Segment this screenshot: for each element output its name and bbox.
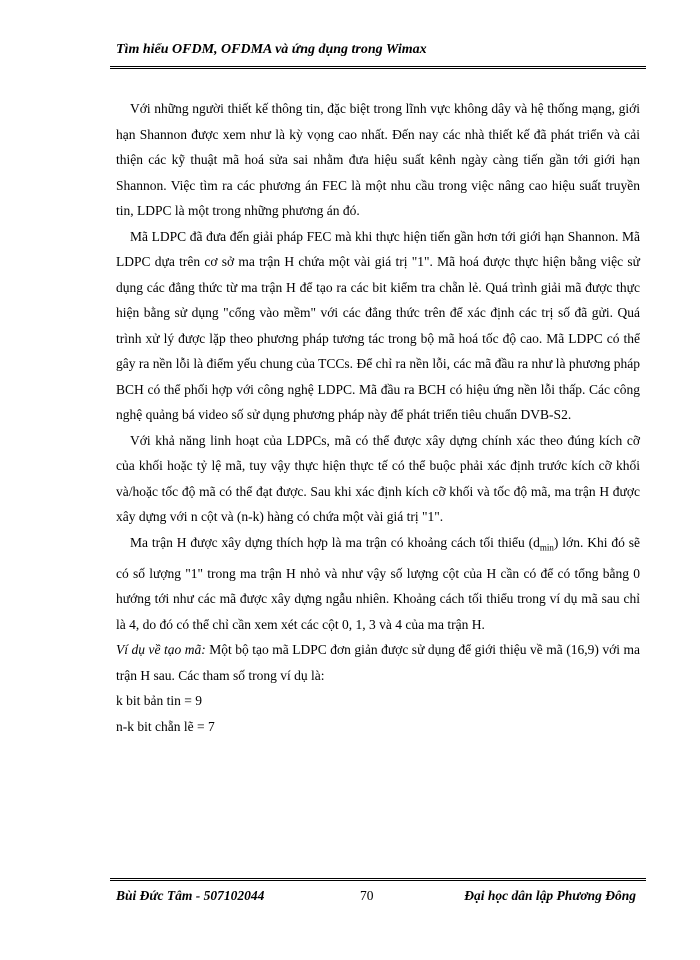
footer-author: Bùi Đức Tâm - 507102044 [116, 888, 265, 903]
footer-rule [110, 878, 646, 881]
paragraph-3: Với khả năng linh hoạt của LDPCs, mã có thể được xây dựng chính xác theo đúng kích cỡ của khối hoặc tỷ lệ mã, tuy vậy thực hiện thực tế có thể buộc phải xác định trước kích cỡ khối và/hoặc tốc độ mã có thể đạt được. Sau khi xác định kích cỡ khối và tốc độ mã, ma trận H được xây dựng với n cột và (n-k) hàng có chứa một vài giá trị "1". [116, 432, 640, 524]
header-rule [110, 66, 646, 69]
paragraph-4-part-1: Ma trận H được xây dựng thích hợp là ma trận có khoảng cách tối thiểu (d [130, 534, 540, 550]
page-header [116, 42, 646, 58]
body-text [116, 96, 640, 739]
paragraph-2: Mã LDPC đã đưa đến giải pháp FEC mà khi thực hiện tiến gần hơn tới giới hạn Shannon. Mã LDPC dựa trên cơ sở ma trận H chứa một vài giá trị "1". Mã hoá được thực hiện bằng việc sử dụng các đẳng thức từ ma trận H để tạo ra các bit kiểm tra chẵn lẻ. Quá trình giải mã được thực hiện bằng sử dụng "cổng vào mềm" với các đẳng thức trên để xác định các trị số đã gửi. Quá trình xử lý được lặp theo phương pháp tương tác trong bộ mã hoá tốc độ cao. Mã LDPC có thể gây ra nền lỗi là điểm yếu chung của TCCs. Để chỉ ra nền lỗi, các mã đầu ra như là phương pháp BCH có thể phối hợp với công nghệ LDPC. Mã đầu ra BCH có hiệu ứng nền lỗi thấp. Các công nghệ quảng bá video số sử dụng phương pháp này để phát triển tiêu chuẩn DVB-S2. [116, 228, 640, 422]
header-title: Tìm hiểu OFDM, OFDMA và ứng dụng trong Wimax [116, 42, 427, 57]
param-message-bits: k bit bản tin = 9 [116, 693, 202, 709]
page-number: 70 [360, 888, 374, 903]
example-text: Một bộ tạo mã LDPC đơn giản được sử dụng để giới thiệu về mã (16,9) với ma trận H sau. Các tham số trong ví dụ là: [116, 642, 640, 683]
paragraph-4-part-2: ) lớn. Khi đó sẽ có số lượng "1" trong ma trận H nhỏ và như vậy số lượng cột của H cần có để có tổng bằng 0 hướng tới như các mã được xây dựng ngẫu nhiên. Khoảng cách tối thiểu trong ví dụ mã sau chỉ là 4, do đó có thể chỉ cần xem xét các cột 0, 1, 3 và 4 của ma trận H. [116, 534, 640, 632]
paragraph-1: Với những người thiết kế thông tin, đặc biệt trong lĩnh vực không dây và hệ thống mạng, giới hạn Shannon được xem như là kỳ vọng cao nhất. Đến nay các nhà thiết kế đã phát triển và cải thiện các kỹ thuật mã hoá sửa sai nhằm đưa hiệu suất kênh ngày càng tiến gần tới giới hạn Shannon. Việc tìm ra các phương án FEC là một nhu cầu trong việc nâng cao hiệu suất truyền tin, LDPC là một trong những phương án đó. [116, 101, 640, 218]
param-parity-bits: n-k bit chẵn lẽ = 7 [116, 718, 215, 734]
example-label: Ví dụ về tạo mã: [116, 642, 206, 658]
footer-institution: Đại học dân lập Phương Đông [464, 888, 636, 903]
paragraph-4 [116, 530, 640, 638]
paragraph-4-subscript: min [539, 542, 554, 553]
example-paragraph [116, 637, 640, 688]
